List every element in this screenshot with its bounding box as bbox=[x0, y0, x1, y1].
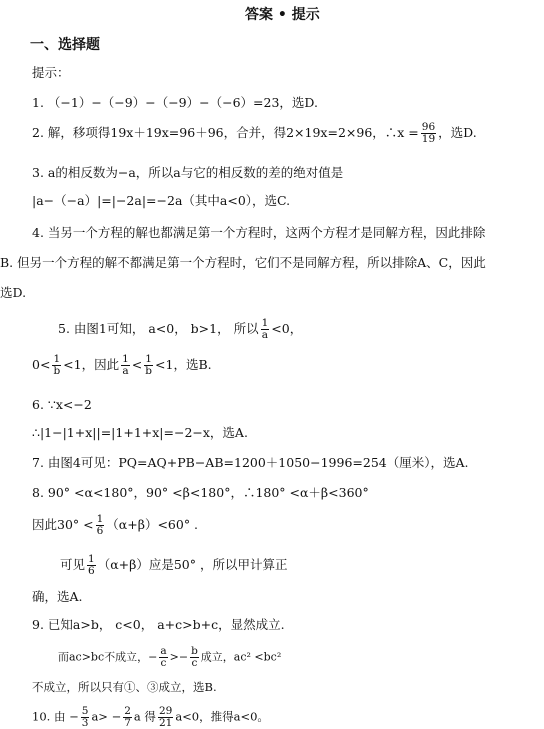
hint-label: 提示： bbox=[32, 65, 70, 80]
fraction-denominator: b bbox=[145, 365, 153, 377]
text-segment: 成立，ac² <bc² bbox=[200, 650, 282, 664]
fraction-numerator: 1 bbox=[261, 317, 269, 329]
fraction bbox=[81, 706, 90, 729]
answer-9-line-2 bbox=[58, 646, 281, 669]
text-segment: 因此30° < bbox=[32, 517, 94, 532]
fraction-numerator: 2 bbox=[124, 705, 131, 717]
fraction-numerator: a bbox=[160, 645, 167, 657]
answer-8-line-3 bbox=[60, 554, 287, 577]
text-segment: >− bbox=[169, 650, 189, 664]
fraction-denominator: c bbox=[191, 657, 198, 669]
section-heading: 一、选择题 bbox=[30, 37, 100, 53]
fraction-denominator: 21 bbox=[158, 717, 173, 729]
text-segment: <1，因此 bbox=[63, 357, 120, 372]
answer-5-line-2 bbox=[32, 354, 212, 377]
fraction bbox=[87, 554, 96, 577]
answer-3-line-2: |a−（−a）|=|−2a|=−2a（其中a<0），选C. bbox=[32, 193, 291, 208]
fraction-numerator: b bbox=[191, 645, 198, 657]
answer-2-fraction bbox=[421, 122, 436, 145]
answer-5-line-1 bbox=[58, 318, 302, 341]
fraction-denominator: 7 bbox=[124, 717, 131, 729]
fraction-denominator: a bbox=[261, 329, 269, 341]
fraction-numerator: 1 bbox=[122, 353, 129, 365]
text-segment: （α+β）<60° . bbox=[106, 517, 199, 532]
fraction bbox=[123, 706, 132, 729]
fraction-denominator: a bbox=[122, 365, 129, 377]
fraction bbox=[190, 646, 199, 669]
answer-4-line-2: B. 但另一个方程的解不都满足第一个方程时，它们不是同解方程，所以排除A、C，因此 bbox=[0, 255, 486, 270]
fraction bbox=[96, 514, 105, 537]
answer-6-line-2: ∴|1−|1+x||=|1+1+x|=−2−x，选A. bbox=[32, 425, 248, 440]
fraction bbox=[158, 706, 173, 729]
fraction-numerator: 1 bbox=[96, 513, 104, 525]
answer-7: 7. 由图4可见：PQ=AQ+PB−AB=1200＋1050−1996=254（厘米），选A. bbox=[32, 455, 469, 470]
text-segment: a<0，推得a<0。 bbox=[175, 709, 269, 724]
answer-8-line-1: 8. 90° <α<180°，90° <β<180°，∴180° <α＋β<360° bbox=[32, 485, 369, 500]
fraction-denominator: 6 bbox=[88, 565, 95, 577]
fraction bbox=[159, 646, 167, 669]
fraction-denominator: 6 bbox=[96, 525, 104, 537]
fraction-numerator: 5 bbox=[81, 705, 89, 717]
answer-2-tail: ，选D. bbox=[438, 125, 477, 140]
fraction bbox=[144, 354, 153, 377]
answer-10 bbox=[32, 706, 269, 729]
fraction-denominator: c bbox=[160, 657, 167, 669]
fraction-numerator: 1 bbox=[53, 353, 61, 365]
fraction-denominator: 19 bbox=[421, 133, 436, 145]
fraction bbox=[121, 354, 130, 377]
text-segment: 而ac>bc不成立，− bbox=[58, 650, 158, 664]
answer-5-tail: <0， bbox=[271, 321, 303, 336]
text-segment: 可见 bbox=[60, 557, 86, 572]
text-segment: <1，选B. bbox=[155, 357, 212, 372]
fraction-numerator: 1 bbox=[145, 353, 152, 365]
answer-8-line-2 bbox=[32, 514, 198, 537]
text-segment: （α+β）应是50° ，所以甲计算正 bbox=[97, 557, 288, 572]
text-segment: 10. 由 − bbox=[32, 709, 79, 724]
fraction bbox=[52, 354, 61, 377]
fraction-denominator: 3 bbox=[81, 717, 89, 729]
answer-2-text: 2. 解，移项得19x＋19x=96＋96，合并，得2×19x=2×96，∴x = bbox=[32, 125, 419, 140]
fraction-numerator: 1 bbox=[88, 553, 95, 565]
answer-3-line-1: 3. a的相反数为−a，所以a与它的相反数的差的绝对值是 bbox=[32, 165, 344, 180]
answer-4-line-1: 4. 当另一个方程的解也都满足第一个方程时，这两个方程才是同解方程，因此排除 bbox=[32, 225, 486, 240]
answer-6-line-1: 6. ∵x<−2 bbox=[32, 397, 92, 412]
page-title: 答案 • 提示 bbox=[245, 7, 320, 23]
answer-9-line-3: 不成立，所以只有①、③成立，选B. bbox=[32, 680, 217, 694]
answer-4-line-3: 选D. bbox=[0, 285, 27, 300]
text-segment: a 得 bbox=[133, 709, 156, 724]
answer-8-line-4: 确，选A. bbox=[32, 589, 83, 604]
answer-1: 1. （−1）−（−9）−（−9）−（−6）=23，选D. bbox=[32, 95, 318, 110]
text-segment: a> − bbox=[91, 709, 122, 724]
answer-2 bbox=[32, 122, 477, 145]
text-segment: 0< bbox=[32, 357, 51, 372]
answer-5-text: 5. 由图1可知， a<0， b>1， 所以 bbox=[58, 321, 259, 336]
fraction-denominator: b bbox=[53, 365, 61, 377]
fraction-numerator: 96 bbox=[421, 121, 436, 133]
text-segment: < bbox=[131, 357, 143, 372]
fraction-numerator: 29 bbox=[158, 705, 173, 717]
answer-5-fraction bbox=[261, 318, 270, 341]
answer-9-line-1: 9. 已知a>b， c<0， a+c>b+c，显然成立. bbox=[32, 617, 285, 632]
